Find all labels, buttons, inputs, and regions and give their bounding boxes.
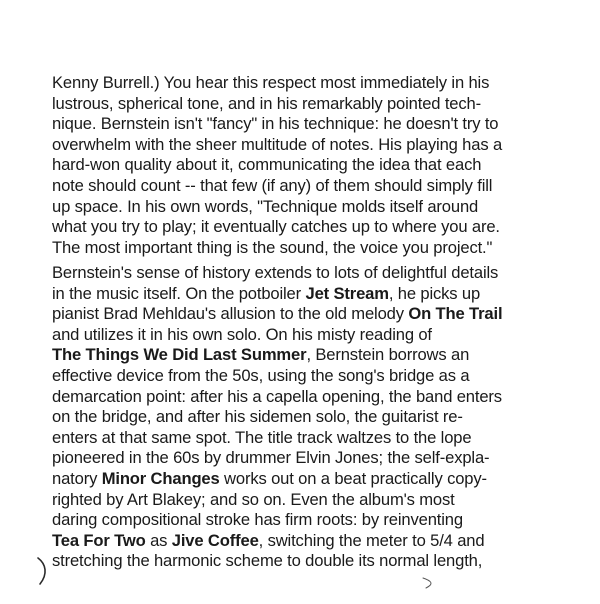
text-line: [52, 345, 572, 366]
paragraph-history: [52, 263, 572, 572]
pencil-mark-icon: [420, 574, 444, 594]
text-line: what you try to play; it eventually catches up to where you are.: [52, 217, 500, 237]
text-line: note should count -- that few (if any) of them should simply fill: [52, 175, 493, 195]
text-line: demarcation point: after his a capella opening, the band enters: [52, 386, 502, 406]
song-title-things-we-did: The Things We Did Last Summer: [52, 345, 307, 365]
text-line: hard-won quality about it, communicating the idea that each: [52, 155, 482, 175]
text-line: effective device from the 50s, using the song's bridge as a: [52, 365, 470, 385]
text-line: and utilizes it in his own solo. On his misty reading of: [52, 324, 432, 344]
text-segment: natory: [52, 468, 102, 488]
text-segment: , switching the meter to 5/4 and: [258, 530, 485, 550]
scan-mark-icon: [32, 556, 52, 588]
text-line: righted by Art Blakey; and so on. Even the album's most: [52, 489, 455, 509]
text-segment: , he picks up: [388, 283, 481, 303]
text-segment: works out on a beat practically copy-: [219, 468, 487, 488]
text-line: daring compositional stroke has firm roots: by reinventing: [52, 510, 463, 530]
text-segment: as: [145, 530, 172, 550]
text-line: Bernstein's sense of history extends to lots of delightful details: [52, 263, 499, 282]
text-line: on the bridge, and after his sidemen solo, the guitarist re-: [52, 407, 463, 427]
text-line: nique. Bernstein isn't "fancy" in his technique: he doesn't try to: [52, 114, 499, 134]
text-segment: , Bernstein borrows an: [306, 345, 470, 365]
text-line: The most important thing is the sound, the voice you project.": [52, 237, 493, 257]
text-line: [52, 469, 572, 490]
song-title-on-the-trail: On The Trail: [408, 304, 503, 324]
text-line: [52, 531, 572, 552]
text-line: pioneered in the 60s by drummer Elvin Jones; the self-expla-: [52, 448, 490, 468]
text-line: overwhelm with the sheer multitude of notes. His playing has a: [52, 134, 503, 154]
text-line: [52, 304, 572, 325]
song-title-jive-coffee: Jive Coffee: [171, 530, 259, 550]
song-title-tea-for-two: Tea For Two: [52, 530, 146, 550]
song-title-jet-stream: Jet Stream: [305, 283, 389, 303]
text-line: enters at that same spot. The title track waltzes to the lope: [52, 427, 472, 447]
text-line: up space. In his own words, "Technique molds itself around: [52, 196, 479, 216]
text-line: [52, 284, 572, 305]
song-title-minor-changes: Minor Changes: [101, 468, 220, 488]
text-segment: pianist Brad Mehldau's allusion to the old melody: [52, 304, 409, 324]
text-segment: in the music itself. On the potboiler: [52, 283, 306, 303]
text-line: Kenny Burrell.) You hear this respect most immediately in his: [52, 73, 490, 92]
paragraph-technique: [52, 73, 572, 258]
text-line: stretching the harmonic scheme to double its normal length,: [52, 551, 483, 571]
text-line: lustrous, spherical tone, and in his remarkably pointed tech-: [52, 93, 481, 113]
